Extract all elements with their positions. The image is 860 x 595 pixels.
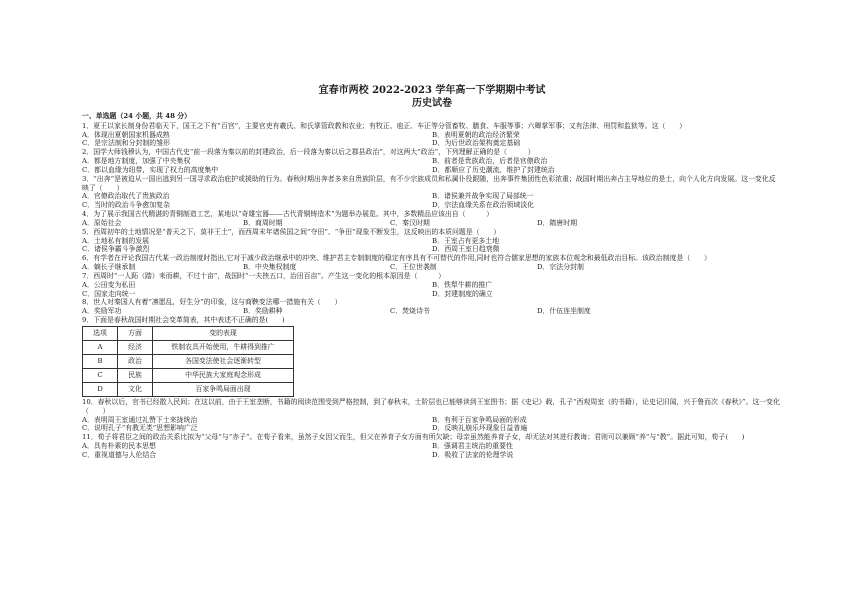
reform-table <box>82 326 294 397</box>
options <box>82 219 782 228</box>
option-b: B．有利于百家争鸣局面的形成 <box>432 415 527 424</box>
question-6 <box>82 254 782 272</box>
exam-document <box>82 84 782 460</box>
option-a: A．奖励军功 <box>82 307 122 316</box>
option-d: D．封建制度的确立 <box>432 289 493 298</box>
options <box>82 442 782 460</box>
option-c: C．国家走向统一 <box>82 289 136 298</box>
option-b: B．王室占有更多土地 <box>432 236 500 245</box>
question-10 <box>82 398 782 433</box>
question-8 <box>82 298 782 316</box>
question-3 <box>82 175 782 210</box>
table-cell: 民族 <box>118 368 153 382</box>
question-4 <box>82 210 782 228</box>
table-cell: D <box>83 382 118 396</box>
exam-title: 宜春市两校 2022-2023 学年高一下学期期中考试 <box>318 85 546 96</box>
table-header: 方面 <box>118 326 153 340</box>
options <box>82 192 782 210</box>
table-cell: B <box>83 354 118 368</box>
option-c: C．焚烧诗书 <box>390 307 430 316</box>
table-row <box>83 340 294 354</box>
option-a: A．体现出夏朝国家机器成熟 <box>82 130 170 139</box>
table-header: 选项 <box>83 326 118 340</box>
option-d: D．为后世政治架构奠定基础 <box>432 139 521 148</box>
question-9 <box>82 316 782 397</box>
table-cell: C <box>83 368 118 382</box>
option-b: B．诸侯兼并战争实现了局部统一 <box>432 192 534 201</box>
table-cell: 政治 <box>118 354 153 368</box>
table-cell: A <box>83 340 118 354</box>
option-b: B．商周时期 <box>243 218 283 227</box>
question-7 <box>82 272 782 298</box>
table-row <box>83 354 294 368</box>
question-stem: 8．世人对秦国人有着“凛愿乱，好生分”的印象，这与商鞅变法哪一措施有关（ ） <box>82 298 342 307</box>
option-d: D．隋唐时期 <box>537 218 577 227</box>
option-a: A．土地私有制的发展 <box>82 236 149 245</box>
option-b: B．前者是贵族政治，后者是官僚政治 <box>432 157 548 166</box>
option-c: C．是宗法制和分封制的雏形 <box>82 139 170 148</box>
option-d: D．西周王室日趋衰微 <box>432 245 500 254</box>
option-a: A．具有朴素的民本思想 <box>82 442 156 451</box>
option-a: A．公田变为私田 <box>82 280 136 289</box>
table-header-row <box>83 326 294 340</box>
question-stem: 11．荀子将君臣之间的政治关系比拟为“父母”与“赤子”。在荀子看来，虽然子女因父而生，但父在养育子女方面有所欠缺；母亲虽然能养育子女，却无法对其进行教诲；君则可以兼顾“养”与“教”。据此可知，荀子( ) <box>82 433 745 442</box>
section-heading: 一、单选题（24 小题，共 48 分） <box>82 112 192 120</box>
table-cell: 百家争鸣局面出现 <box>153 382 294 396</box>
options <box>82 307 782 316</box>
option-a: A．表明周王室通过礼赞下士来拢统治 <box>82 415 198 424</box>
option-c: C．王位世袭制 <box>390 263 437 272</box>
question-stem: 2．国学大师钱穆认为，中国古代史“前一段落为秦以前的封建政治，后一段落为秦以后之郡县政治”，对这两大“政治”，下列理解正确的是（ ） <box>82 148 535 157</box>
option-b: B．奖励耕种 <box>243 307 283 316</box>
table-row <box>83 368 294 382</box>
option-d: D．宗法血缘关系在政治领域淡化 <box>432 201 534 210</box>
option-c: C．说明孔子“有教无类”思想影响广泛 <box>82 424 198 433</box>
table-cell: 经济 <box>118 340 153 354</box>
table-row <box>83 382 294 396</box>
option-d: D．宗法分封制 <box>537 263 584 272</box>
table-cell: 文化 <box>118 382 153 396</box>
question-5 <box>82 228 782 254</box>
option-c: C．都以血缘为纽带，实现了权力的高度集中 <box>82 165 219 174</box>
options <box>82 281 782 299</box>
option-a: A．都是地方制度，加强了中央集权 <box>82 157 191 166</box>
table-cell: 中华民族大家庭观念形成 <box>153 368 294 382</box>
option-a: A．嫡长子继承制 <box>82 263 136 272</box>
option-d: D．什伍连坐制度 <box>537 307 591 316</box>
table-cell: 铁制农具开始使用，牛耕得到推广 <box>153 340 294 354</box>
options <box>82 263 782 272</box>
question-stem: 10．春秋以后，官书已经散入民间；在这以前，由于王室垄断，书籍的阅读范围受到严格控制，到了春秋末，士阶层也已能够读到王室图书；据《史记》载，孔子“西观周室（的书籍），论史记旧闻，兴于鲁而次《春秋》”。这一变化（ ） <box>82 397 780 415</box>
question-1 <box>82 122 782 148</box>
question-stem: 5．西周初年的土地情况是“普天之下，莫非王土”，而西周末年诸侯国之间“夺田”、“争田”现象不断发生，这反映出的本质问题是（ ） <box>82 227 501 236</box>
option-b: B．表明夏朝的政治经济繁荣 <box>432 130 520 139</box>
option-d: D．反映礼崩乐坏现象日益普遍 <box>432 424 528 433</box>
option-c: C．重视道德与人伦结合 <box>82 450 157 459</box>
exam-subject: 历史试卷 <box>412 98 452 109</box>
question-2 <box>82 148 782 174</box>
option-a: A．官僚政治取代了贵族政治 <box>82 192 170 201</box>
options <box>82 416 782 434</box>
options <box>82 157 782 175</box>
option-d: D．都顺应了历史潮流，维护了封建统治 <box>432 165 555 174</box>
option-c: C．当时的政治斗争愈加复杂 <box>82 201 170 210</box>
option-d: D．吸收了法家的伦理学说 <box>432 450 514 459</box>
option-c: C．秦汉时期 <box>390 218 430 227</box>
options <box>82 237 782 255</box>
option-c: C．诸侯争霸斗争激烈 <box>82 245 150 254</box>
question-stem: 6．有学者在评论我国古代某一政治制度时指出,它对于减少政治继承中的冲突、维护君主专制制度的稳定有序具有不可替代的作用,同时也符合儒家思想的家族本位观念和最低政治目标。该政治制度是（ ） <box>82 254 711 263</box>
option-a: A．原始社会 <box>82 218 122 227</box>
option-b: B．铁犁牛耕的推广 <box>432 280 493 289</box>
option-b: B．强调君主统治的重要性 <box>432 442 513 451</box>
question-stem: 3．“出奔”是被迫从一国出逃到另一国寻求政治庇护或援助的行为。春秋时期出奔者多来自贵族阶层，有不少宗族成员和私属仆役跟随，出奔事件集团性色彩浓重；战国时期出奔占主导地位的是士，向个人化方向发展。这一变化反映了（ ） <box>82 174 776 192</box>
question-stem: 9．下面是春秋战国时期社会变革简表，其中表述不正确的是( ) <box>82 316 285 325</box>
table-header: 变的表现 <box>153 326 294 340</box>
table-cell: 各国变法使社会逐渐转型 <box>153 354 294 368</box>
question-stem: 7．西周时“一人跖（踏）耒而耕，不过十亩”，战国时“一夫挟五口，治田百亩”。产生这一变化的根本原因是（ ） <box>82 271 446 280</box>
options <box>82 131 782 149</box>
question-11 <box>82 433 782 459</box>
question-stem: 4．为了展示我国古代精湛的青铜制造工艺，某地以“奇雄宝器——古代青铜铸造术”为题举办展览。其中，多数精品应该出自（ ） <box>82 210 494 219</box>
question-stem: 1．夏王以家长制身份君临天下，国王之下有“百宫”，主要官吏有羲氏、和氏掌管政教和农业；有牧正、庖正、车正等分管畜牧、膳食、车服等事；六卿掌军事；又有法律、刑罚和监狱等。这（ ） <box>82 121 687 130</box>
option-b: B．中央集权制度 <box>243 263 297 272</box>
